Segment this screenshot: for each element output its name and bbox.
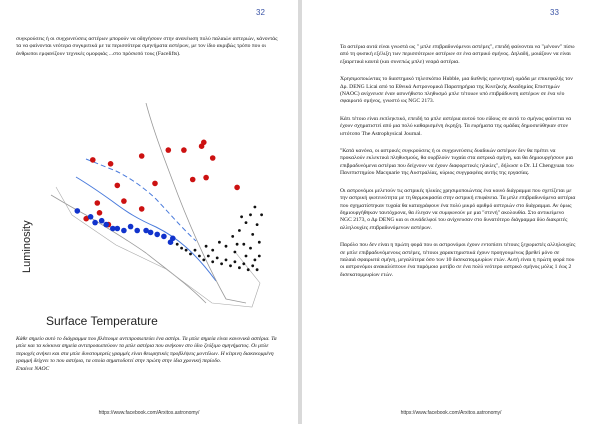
model-curve-grey-2	[146, 103, 246, 303]
data-point-s0-13	[95, 200, 101, 206]
footer-left[interactable]: https://www.facebook.com/Arxitos.astronomy/	[98, 410, 200, 416]
right-column-text	[340, 44, 576, 289]
data-point-s0-18	[139, 206, 145, 212]
data-point-s0-2	[139, 153, 145, 159]
data-point-s1-12	[154, 232, 160, 238]
data-point-s2-19	[231, 235, 234, 238]
data-point-s2-2	[185, 249, 188, 252]
caption-credit: Επαίνιε NAOC	[16, 365, 50, 372]
right-page	[302, 0, 600, 424]
data-point-s2-6	[202, 259, 205, 262]
data-point-s0-17	[121, 198, 127, 204]
data-point-s2-23	[254, 206, 257, 209]
hr-diagram	[16, 103, 274, 330]
data-point-s2-25	[249, 247, 252, 250]
data-point-s1-4	[103, 222, 109, 228]
data-point-s2-36	[205, 245, 208, 248]
data-point-s1-3	[99, 218, 105, 224]
data-point-s2-24	[242, 243, 245, 246]
paragraph: Οι αστρονόμοι μελετούν τις αστρικές ηλικίες χρησιμοποιώντας ένα κοινό διάγραμμα που σχετίζεται με την αστρική φωτεινότητα με τη θερμοκρασία στην αστρική επιφάνεια. Τα μπλε επιβραδυνόμενα αστέρια που σχηματίστηκαν τυχαία θα καταγράφουν ένα πολύ μικρό αριθμό αστεριών στο διάγραμμα. Αν όμως δημιουργήθηκαν ταυτόχρονα, θα έλεγαν να συμφωνούν με μια "στενή" ακολουθία. Στο αντικείμενο NGC 2173, ο Δρ DENG και οι συνάδελφοί του ανίχνευσαν στο δυνατότερο διάγραμμα δύο διακριτές αλληλουχίες επιβραδυνόμενων αστέρων.	[340, 187, 576, 231]
data-point-s0-7	[210, 155, 216, 161]
data-point-s2-31	[258, 241, 261, 244]
page-number-left: 32	[256, 8, 265, 17]
data-point-s2-13	[234, 260, 237, 263]
data-point-s1-6	[115, 226, 121, 232]
data-point-s0-6	[201, 140, 207, 146]
data-point-s2-22	[249, 213, 252, 216]
data-point-s0-8	[115, 183, 121, 189]
data-point-s2-29	[218, 241, 221, 244]
data-point-s2-12	[229, 264, 232, 267]
data-point-s2-0	[176, 243, 179, 246]
data-point-s2-21	[245, 221, 248, 224]
data-point-s2-7	[207, 255, 210, 258]
data-point-s1-1	[88, 214, 94, 220]
data-point-s2-27	[234, 251, 237, 254]
data-point-s2-11	[225, 259, 228, 262]
data-point-s2-35	[211, 249, 214, 252]
data-point-s0-1	[108, 161, 114, 167]
data-point-s2-33	[256, 223, 259, 226]
data-point-s2-9	[216, 257, 219, 260]
data-point-s0-4	[181, 147, 187, 153]
model-curve-grey	[51, 195, 206, 303]
data-point-s1-8	[128, 224, 134, 230]
data-point-s1-15	[170, 236, 176, 242]
data-point-s1-9	[134, 228, 140, 234]
data-point-s2-8	[211, 260, 214, 263]
data-point-s0-14	[97, 210, 103, 216]
data-point-s0-12	[234, 185, 240, 191]
data-point-s2-10	[220, 262, 223, 265]
data-point-s1-11	[148, 230, 154, 236]
data-point-s0-9	[152, 181, 158, 187]
data-point-s2-17	[251, 264, 254, 267]
data-point-s2-20	[238, 229, 241, 232]
data-point-s2-38	[236, 243, 239, 246]
y-axis-label: Luminosity	[21, 220, 33, 273]
model-curve-outline	[56, 187, 260, 307]
data-point-s2-3	[189, 253, 192, 256]
x-axis-label: Surface Temperature	[46, 314, 158, 328]
left-intro-text: συγκρούσεις ή οι συγχωνεύσεις αστέρων μπορούν να οδηγήσουν στην ανανέωση πολύ παλαιών αστεριών, κάνοντάς τα να φαίνονται νεότερα συγκριτικά με τα περισσότερα σμηνήματα αστέρων, με τον ίδιο ακριβώς τρόπο που οι άνθρωποι εμφανίζουν τεχνικές ομορφιάς ...στο πρόσωπό τους (Facelifts).	[16, 36, 278, 57]
paragraph: Χρησιμοποιώντας το διαστημικό τηλεσκόπιο Hubble, μια διεθνής ερευνητική ομάδα με επικεφαλής τον Δρ. DENG Licai από τα Εθνικά Αστρονομικά Παρατηρήρια της Κινεζικής Ακαδημίας Επιστημών (NAOC) ανίχνευσε έναν ασυνήθιστο πληθυσμό μπλε τέτοιων υπό επιβράδυνση αστέρων σε ένα νέο σφαιρωτό σμήνος, γνωστό ως NGC 2173.	[340, 76, 573, 105]
data-point-s1-0	[75, 208, 81, 214]
data-point-s2-5	[198, 255, 201, 258]
data-point-s0-3	[166, 147, 172, 153]
left-page	[0, 0, 298, 424]
data-point-s2-16	[247, 268, 250, 271]
data-point-s0-10	[190, 177, 196, 183]
paragraph: Τα αστέρια αυτά είναι γνωστά ως " μπλε επιβραδυνόμενοι αστέρες", επειδή φαίνονται να "μένουν" πίσω από τη φυσική εξέλιξη των περισσότερων αστέρων σε ένα αστρικό σμήνος. Δηλαδή, μοιάζουν να είναι εξαιρετικά καυτά (και συνεπώς μπλε) νεαρά αστέρια.	[340, 44, 575, 65]
data-point-s1-7	[121, 228, 127, 234]
paragraph: Παρόλο που δεν είναι η πρώτη φορά που οι αστρονόμοι έχουν εντοπίσει τέτοιες ξεχωριστές αλληλουχίες σε μπλε επιβραδυνόμενους αστέρες, τέτοιοι χαρακτηριστικά έχουν προηγουμένως βρεθεί μόνο σε παλαιά σφαιρωτά σμήνη, μεγαλύτερα όσο των 10 δισεκατομμυρίων ετών. Αυτή είναι η πρώτη φορά που οι αστρονόμοι ανακαλύπτουν ένα παρόμοιο μοτίβο σε ένα πολύ νεότερο αστρικό σμήνος μόλις 1 έως 2 δισεκατομμυρίων ετών.	[340, 242, 576, 278]
model-curve-blue-dashed	[86, 159, 196, 241]
data-point-s2-37	[245, 255, 248, 258]
data-point-s2-30	[251, 233, 254, 236]
paragraph: "Κατά κανόνα, οι αστρικές συγκρούσεις ή οι συγχωνεύσεις δυαδικών αστέρων δεν θα πρέπει να προκαλούν εκλεκτικά πληθυσμούς, θα ουρβλούν τυχαία στα αστρικά σμήνη, και θα δημιουργήσουν μια επιβραδυνόμενα αστέρια που δείχνουν να έχουν διαφορετικές ηλικίες", δήλωσε ο Dr. LI Chengyuan του Πανεπιστημίου Macquarie της Αυστραλίας, κύριος συγγραφέας αυτής της εργασίας.	[340, 148, 574, 177]
data-points	[75, 140, 264, 272]
data-point-s2-26	[258, 255, 261, 258]
caption-text: Κάθε σημείο αυτό το διάγραμμα που βλέπουμε αντιπροσωπεύει ένα αστέρι. Τα μπλε σημεία είναι κανονικά αστέρια. Τα μπλε και τα κόκκινα σημεία αντιπροσωπεύουν τα μπλε αστέρια που ανήκουν στο ίδιο ζεύξιμο σμηνήματος. Οι μπλε περιοχές ανήκει και στα μπλε δυνατομερείς γραμμές είναι θεωρητικές προβλέψεις μοντέλων. Η κίτρινη διακεκομμένη γραμμή δείχνει το που αστέρια, τα οποία σηματοδοτεί στην πρώτη στην ίδια χρονική περίοδο.	[16, 336, 277, 365]
data-point-s2-39	[254, 259, 257, 262]
data-point-s2-1	[180, 247, 183, 250]
hr-diagram-svg	[16, 103, 274, 330]
data-point-s1-13	[161, 234, 167, 240]
data-point-s0-11	[203, 175, 209, 181]
footer-right[interactable]: https://www.facebook.com/Arxitos.astronomy/	[400, 410, 502, 416]
figure-caption	[16, 336, 286, 373]
data-point-s2-32	[240, 215, 243, 218]
data-point-s2-14	[238, 266, 241, 269]
data-point-s2-18	[256, 268, 259, 271]
data-point-s2-15	[242, 262, 245, 265]
paragraph: Κάτι τέτοιο είναι εκπληκτικό, επειδή τα μπλε αστέρια αυτού του είδους σε αυτό το σμήνος φαίνεται να έχουν σχηματιστεί από μια πολύ καθαρισμένη έκρηξη. Τα ευρήματα της ομάδας δημοσιεύθηκαν στον ιστότοπο The Astrophysical Journal.	[340, 115, 572, 137]
model-curves	[51, 103, 260, 307]
data-point-s2-28	[225, 245, 228, 248]
data-point-s2-34	[260, 213, 263, 216]
page-number-right: 33	[550, 8, 559, 17]
data-point-s0-0	[90, 157, 96, 163]
data-point-s1-2	[92, 220, 98, 226]
data-point-s2-4	[194, 249, 197, 252]
